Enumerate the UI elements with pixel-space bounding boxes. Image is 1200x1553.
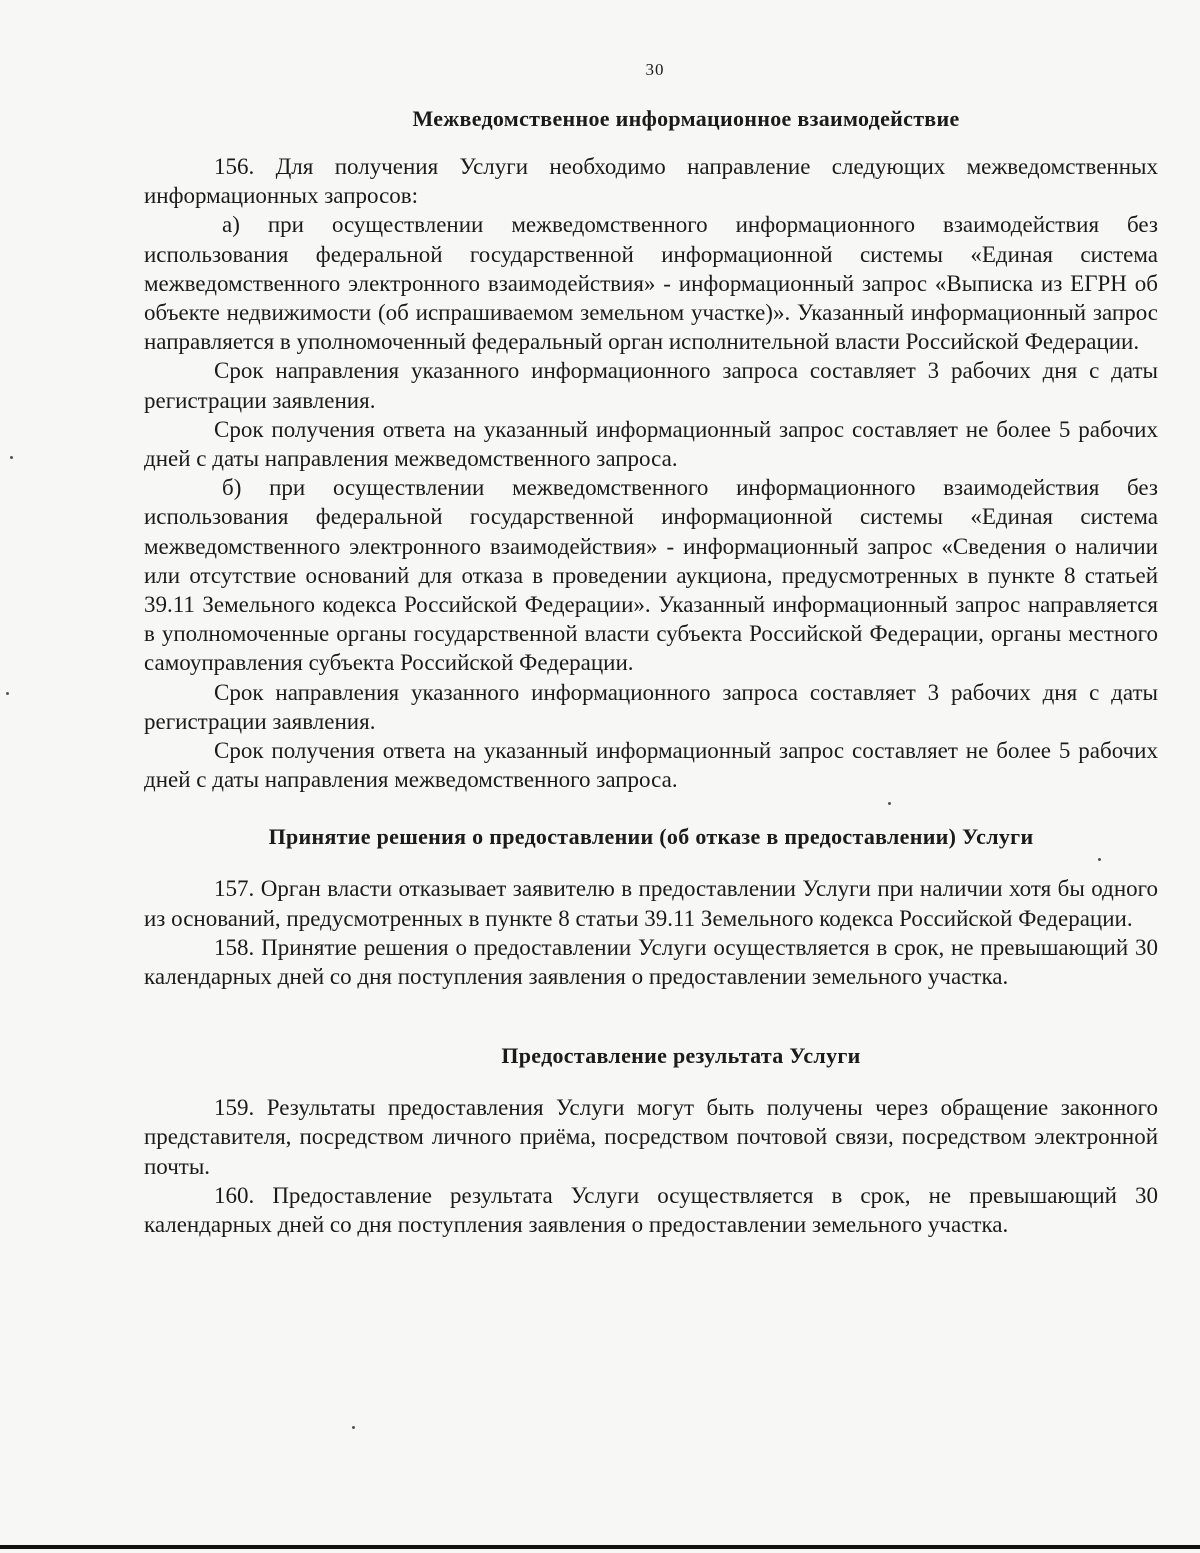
scan-speck — [888, 802, 891, 805]
paragraph-159: 159. Результаты предоставления Услуги могут быть получены через обращение законного представителя, посредством личного приёма, посредством почтовой связи, посредством электронной почты. — [144, 1095, 1158, 1179]
scan-speck — [352, 1426, 355, 1429]
scan-speck — [6, 692, 9, 695]
section-heading-result: Предоставление результата Услуги — [501, 1043, 861, 1069]
paragraph-156-b-response-term: Срок получения ответа на указанный информационный запрос составляет не более 5 рабочих дней с даты направления межведомственного запроса. — [144, 738, 1158, 793]
paragraph-156-a-send-term: Срок направления указанного информационного запроса составляет 3 рабочих дня с даты регистрации заявления. — [144, 358, 1158, 413]
paragraph-156-a: а) при осуществлении межведомственного информационного взаимодействия без использования федеральной государственной информационной системы «Единая система межведомственного электронного взаимодействия» - информационный запрос «Выписка из ЕГРН об объекте недвижимости (об испрашиваемом земельном участке)». Указанный информационный запрос направляется в уполномоченный федеральный орган исполнительной власти Российской Федерации. — [144, 212, 1158, 355]
paragraph-156-b-send-term: Срок направления указанного информационного запроса составляет 3 рабочих дня с даты регистрации заявления. — [144, 679, 1158, 734]
paragraph-158: 158. Принятие решения о предоставлении Услуги осуществляется в срок, не превышающий 30 календарных дней со дня поступления заявления о предоставлении земельного участка. — [144, 934, 1158, 990]
paragraph-156: 156. Для получения Услуги необходимо направление следующих межведомственных информационных запросов: — [144, 154, 1158, 209]
section-heading-interagency: Межведомственное информационное взаимодействие — [412, 106, 960, 131]
page-number: 30 — [645, 60, 665, 79]
scan-speck — [1098, 858, 1101, 861]
paragraph-156-a-response-term: Срок получения ответа на указанный информационный запрос составляет не более 5 рабочих дней с даты направления межведомственного запроса. — [144, 416, 1158, 472]
scan-speck — [10, 456, 13, 459]
paragraph-156-b: б) при осуществлении межведомственного информационного взаимодействия без использования федеральной государственной информационной системы «Единая система межведомственного электронного взаимодействия» - информационный запрос «Сведения о наличии или отсутствие оснований для отказа в проведении аукциона, предусмотренных в пункте 8 статьей 39.11 Земельного кодекса Российской Федерации». Указанный информационный запрос направляется в уполномоченные органы государственной власти субъекта Российской Федерации, органы местного самоуправления субъекта Российской Федерации. — [144, 475, 1158, 676]
scan-bottom-edge — [0, 1545, 1200, 1549]
section-heading-decision: Принятие решения о предоставлении (об отказе в предоставлении) Услуги — [268, 824, 1034, 850]
document-body — [144, 104, 1158, 1239]
paragraph-157: 157. Орган власти отказывает заявителю в предоставлении Услуги при наличии хотя бы одного из оснований, предусмотренных в пункте 8 статьи 39.11 Земельного кодекса Российской Федерации. — [144, 876, 1158, 931]
paragraph-160: 160. Предоставление результата Услуги осуществляется в срок, не превышающий 30 календарных дней со дня поступления заявления о предоставлении земельного участка. — [144, 1182, 1158, 1238]
